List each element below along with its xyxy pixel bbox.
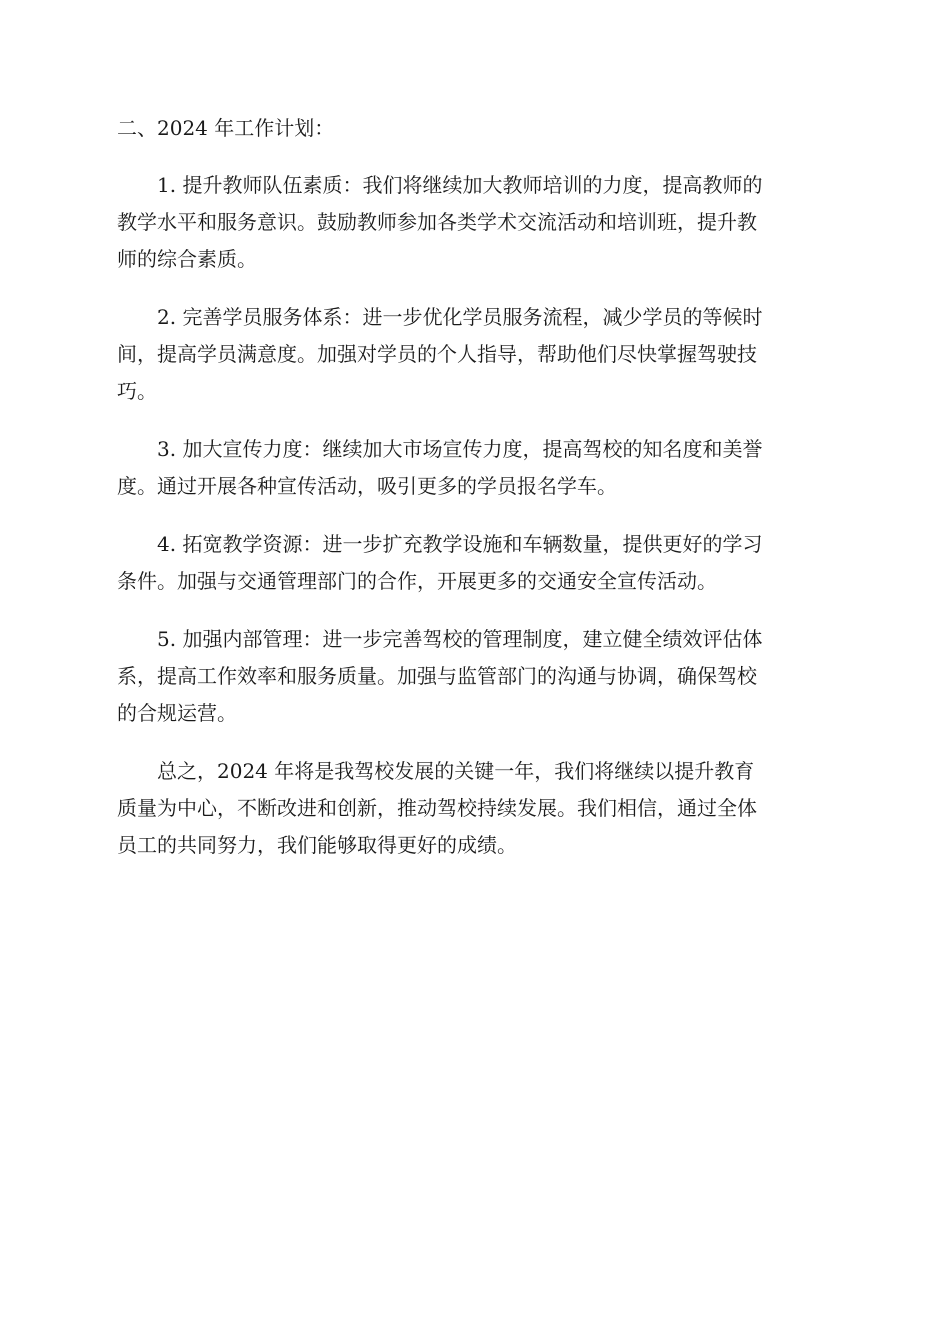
plan-item-student-service: 2. 完善学员服务体系：进一步优化学员服务流程，减少学员的等候时 间，提高学员满意度。加强对学员的个人指导，帮助他们尽快掌握驾驶技 巧。 xyxy=(117,305,763,403)
plan-item-teachers: 1. 提升教师队伍素质：我们将继续加大教师培训的力度，提高教师的 教学水平和服务意识。鼓励教师参加各类学术交流活动和培训班，提升教 师的综合素质。 xyxy=(117,173,763,271)
document-body xyxy=(117,110,833,864)
plan-item-management: 5. 加强内部管理：进一步完善驾校的管理制度，建立健全绩效评估体 系，提高工作效率和服务质量。加强与监管部门的沟通与协调，确保驾校 的合规运营。 xyxy=(117,627,763,725)
plan-item-publicity: 3. 加大宣传力度：继续加大市场宣传力度，提高驾校的知名度和美誉 度。通过开展各种宣传活动，吸引更多的学员报名学车。 xyxy=(117,437,763,498)
section-heading: 二、2024 年工作计划： xyxy=(117,116,335,140)
conclusion-paragraph: 总之，2024 年将是我驾校发展的关键一年，我们将继续以提升教育 质量为中心，不断改进和创新，推动驾校持续发展。我们相信，通过全体 员工的共同努力，我们能够取得更好的成绩。 xyxy=(117,759,757,857)
plan-item-resources: 4. 拓宽教学资源：进一步扩充教学设施和车辆数量，提供更好的学习 条件。加强与交通管理部门的合作，开展更多的交通安全宣传活动。 xyxy=(117,532,763,593)
